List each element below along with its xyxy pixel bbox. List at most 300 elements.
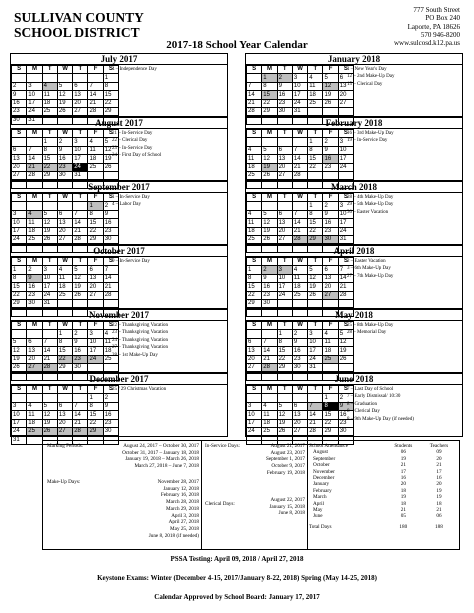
attendance-students: 21 [400, 507, 406, 514]
calendar-day: 8 [277, 338, 292, 346]
calendar-empty [277, 299, 292, 307]
calendar-empty [88, 363, 103, 371]
weekday-header: W [292, 386, 307, 394]
calendar-day: 5 [277, 402, 292, 410]
month-title: February 2018 [246, 118, 462, 129]
calendar-day: 2 [57, 138, 72, 146]
calendar-day: 12 [42, 219, 57, 227]
calendar-day: 8 [88, 210, 103, 218]
makeup-entry: June 8, 2018 (if needed) [148, 532, 199, 539]
board-approval: Calendar Approved by School Board: January 17, 2017 [154, 593, 320, 601]
attendance-header-cell: School Attendance [309, 443, 349, 449]
calendar-day: 3 [27, 82, 42, 90]
website-link[interactable]: www.sulcosd.k12.pa.us [393, 39, 460, 48]
month-title: December 2017 [11, 374, 227, 385]
calendar-day: 17 [277, 283, 292, 291]
month-note: 8 – 9th Make-Up Day (if needed) [347, 416, 414, 422]
calendar-day: 1 [88, 202, 103, 210]
attendance-students: 17 [400, 468, 406, 475]
calendar-day: 11 [262, 411, 277, 419]
calendar-day: 11 [247, 155, 262, 163]
calendar-day: 27 [73, 107, 88, 115]
calendar-day: 5 [308, 266, 323, 274]
calendar-day: 15 [323, 411, 338, 419]
calendar-day: 27 [277, 235, 292, 243]
calendar-day: 19 [262, 227, 277, 235]
calendar-day: 17 [292, 91, 307, 99]
weekday-header: F [323, 130, 338, 138]
calendar-day: 16 [338, 411, 353, 419]
calendar-day: 5 [73, 266, 88, 274]
calendar-empty [27, 394, 42, 402]
calendar-day: 13 [338, 82, 353, 90]
calendar-day: 8 [262, 82, 277, 90]
calendar-day: 9 [12, 91, 27, 99]
weekday-header: T [308, 66, 323, 74]
calendar-day: 18 [57, 283, 72, 291]
calendar-day: 11 [27, 411, 42, 419]
calendar-day: 8 [323, 402, 338, 410]
calendar-day: 28 [103, 291, 118, 299]
month-grid [246, 65, 354, 125]
makeup-entry: November 28, 2017 [157, 479, 199, 485]
month-note: 8 – Clerical Day [347, 409, 380, 415]
calendar-empty [323, 299, 338, 307]
calendar-day: 10 [277, 274, 292, 282]
calendar-day: 18 [308, 91, 323, 99]
calendar-column-right [245, 53, 463, 437]
makeup-entry: April 27, 2018 [168, 519, 199, 526]
weekday-header: F [88, 258, 103, 266]
weekday-header: M [262, 130, 277, 138]
calendar-day: 23 [73, 355, 88, 363]
calendar-day: 14 [308, 411, 323, 419]
month-title: November 2017 [11, 310, 227, 321]
calendar-day: 6 [323, 266, 338, 274]
calendar-day: 12 [42, 411, 57, 419]
calendar-empty [88, 299, 103, 307]
month-note: 7 – Early Dismissal/ 10:30 [347, 394, 401, 400]
calendar-empty [27, 330, 42, 338]
weekday-header: F [88, 66, 103, 74]
month-notes [347, 322, 462, 337]
calendar-day: 2 [338, 394, 353, 402]
month-block [245, 245, 463, 309]
attendance-teachers: 06 [436, 513, 442, 520]
calendar-day: 13 [73, 91, 88, 99]
month-notes [347, 130, 462, 145]
calendar-day: 2 [12, 82, 27, 90]
attendance-month: March [313, 494, 327, 501]
calendar-day: 20 [88, 283, 103, 291]
calendar-day: 14 [27, 155, 42, 163]
calendar-day: 10 [42, 274, 57, 282]
calendar-day: 28 [308, 427, 323, 435]
makeup-entry: May 25, 2018 [170, 525, 199, 532]
calendar-day: 11 [292, 274, 307, 282]
month-note: 27 – Thanksgiving Vacation [112, 345, 169, 351]
calendar-day: 26 [42, 235, 57, 243]
calendar-day: 2 [277, 74, 292, 82]
calendar-day: 29 [12, 299, 27, 307]
calendar-empty [12, 202, 27, 210]
weekday-header: T [308, 258, 323, 266]
calendar-day: 6 [57, 402, 72, 410]
weekday-header: M [27, 258, 42, 266]
calendar-day: 29 [308, 235, 323, 243]
calendar-day: 20 [57, 227, 72, 235]
calendar-day: 21 [338, 283, 353, 291]
page-title: 2017-18 School Year Calendar [166, 39, 308, 51]
calendar-day: 8 [42, 146, 57, 154]
month-grid [11, 65, 119, 125]
calendar-day: 17 [12, 227, 27, 235]
calendar-day: 2 [262, 266, 277, 274]
calendar-empty [247, 202, 262, 210]
calendar-day: 1 [57, 330, 72, 338]
month-grid [246, 129, 354, 189]
calendar-empty [308, 171, 323, 179]
calendar-day: 4 [57, 266, 72, 274]
calendar-day: 20 [292, 419, 307, 427]
calendar-day: 8 [88, 402, 103, 410]
calendar-day: 2 [323, 202, 338, 210]
clerical-entry: June 8, 2018 [278, 510, 305, 517]
attendance-students: 16 [400, 475, 406, 482]
calendar-empty [88, 74, 103, 82]
month-grid [11, 385, 119, 445]
calendar-day: 22 [57, 355, 72, 363]
calendar-day: 4 [262, 402, 277, 410]
calendar-day: 25 [42, 107, 57, 115]
calendar-day: 20 [73, 99, 88, 107]
calendar-day: 28 [292, 171, 307, 179]
calendar-empty [42, 330, 57, 338]
month-notes [112, 258, 227, 265]
calendar-day: 9 [103, 210, 118, 218]
attendance-students: 06 [400, 449, 406, 456]
month-notes [347, 194, 462, 216]
calendar-empty [277, 202, 292, 210]
calendar-day: 15 [262, 91, 277, 99]
calendar-day: 14 [338, 274, 353, 282]
calendar-empty [27, 138, 42, 146]
calendar-empty [57, 394, 72, 402]
calendar-empty [338, 299, 353, 307]
calendar-day: 17 [42, 283, 57, 291]
month-title: May 2018 [246, 310, 462, 321]
month-note: 16 – 3rd Make-Up Day [347, 131, 394, 136]
calendar-day: 18 [323, 347, 338, 355]
calendar-day: 3 [338, 138, 353, 146]
month-notes [347, 258, 462, 280]
calendar-empty [103, 171, 118, 179]
calendar-day: 14 [292, 219, 307, 227]
calendar-day: 31 [73, 171, 88, 179]
calendar-day: 13 [27, 347, 42, 355]
weekday-header: F [323, 258, 338, 266]
weekday-header: M [27, 194, 42, 202]
month-block [10, 245, 228, 309]
attendance-month: April [313, 500, 324, 507]
calendar-day: 16 [103, 411, 118, 419]
calendar-empty [247, 74, 262, 82]
calendar-day: 25 [247, 235, 262, 243]
calendar-day: 21 [73, 227, 88, 235]
calendar-day: 6 [73, 82, 88, 90]
calendar-day: 24 [292, 99, 307, 107]
divider [201, 441, 202, 549]
attendance-teachers: 09 [436, 449, 442, 456]
calendar-day: 10 [27, 91, 42, 99]
calendar-day: 20 [57, 419, 72, 427]
calendar-day: 1 [247, 266, 262, 274]
weekday-header: M [27, 130, 42, 138]
weekday-header: W [57, 194, 72, 202]
calendar-day: 14 [42, 347, 57, 355]
weekday-header: T [277, 322, 292, 330]
calendar-day: 12 [73, 274, 88, 282]
calendar-day: 14 [103, 274, 118, 282]
calendar-day: 19 [308, 283, 323, 291]
calendar-day: 26 [308, 291, 323, 299]
calendar-day: 30 [57, 171, 72, 179]
calendar-day: 31 [12, 436, 27, 444]
month-grid [11, 129, 119, 189]
calendar-empty [12, 138, 27, 146]
calendar-day: 28 [262, 363, 277, 371]
makeup-entry: February 16, 2018 [160, 492, 199, 499]
calendar-day: 23 [262, 291, 277, 299]
month-title: July 2017 [11, 54, 227, 65]
calendar-day: 26 [42, 427, 57, 435]
marking-entry: August 24, 2017 – October 30, 2017 [123, 443, 199, 449]
calendar-day: 12 [57, 91, 72, 99]
attendance-total-label: Total Days [309, 523, 332, 530]
calendar-day: 7 [73, 402, 88, 410]
weekday-header: W [57, 322, 72, 330]
month-grid [11, 193, 119, 253]
calendar-empty [73, 202, 88, 210]
calendar-day: 18 [27, 419, 42, 427]
attendance-month: February [313, 487, 332, 494]
calendar-day: 12 [323, 82, 338, 90]
month-note: 27 – 7th Make-Up Day [347, 273, 394, 279]
calendar-day: 15 [277, 347, 292, 355]
weekday-header: T [308, 194, 323, 202]
weekday-header: T [277, 66, 292, 74]
calendar-day: 28 [27, 171, 42, 179]
calendar-day: 26 [262, 171, 277, 179]
weekday-header: W [57, 386, 72, 394]
calendar-day: 17 [12, 419, 27, 427]
calendar-day: 23 [338, 419, 353, 427]
calendar-day: 28 [338, 291, 353, 299]
month-block [10, 373, 228, 443]
calendar-empty [277, 394, 292, 402]
calendar-day: 10 [338, 146, 353, 154]
weekday-header: S [247, 194, 262, 202]
calendar-day: 9 [73, 338, 88, 346]
calendar-day: 28 [292, 235, 307, 243]
calendar-day: 22 [88, 227, 103, 235]
attendance-month: December [313, 475, 335, 482]
calendar-day: 24 [12, 427, 27, 435]
calendar-day: 23 [292, 355, 307, 363]
calendar-day: 29 [88, 427, 103, 435]
calendar-day: 26 [57, 107, 72, 115]
calendar-day: 6 [57, 210, 72, 218]
attendance-students: 19 [400, 455, 406, 462]
weekday-header: S [12, 130, 27, 138]
calendar-day: 2 [323, 138, 338, 146]
calendar-day: 26 [262, 235, 277, 243]
month-notes [347, 66, 462, 88]
address-line: PO Box 240 [425, 14, 460, 23]
calendar-day: 5 [42, 402, 57, 410]
attendance-month: January [313, 481, 330, 488]
calendar-day: 22 [308, 163, 323, 171]
calendar-day: 3 [247, 402, 262, 410]
month-note: 24 – Thanksgiving Vacation [112, 337, 169, 343]
calendar-empty [292, 138, 307, 146]
calendar-day: 5 [103, 138, 118, 146]
month-grid [246, 193, 354, 253]
pssa-testing: PSSA Testing: April 09, 2018 / April 27, 2018 [170, 555, 304, 563]
weekday-header: W [57, 130, 72, 138]
calendar-empty [42, 394, 57, 402]
calendar-day: 30 [323, 235, 338, 243]
calendar-day: 21 [308, 419, 323, 427]
weekday-header: T [73, 130, 88, 138]
calendar-day: 25 [323, 355, 338, 363]
calendar-empty [103, 363, 118, 371]
calendar-day: 3 [73, 138, 88, 146]
calendar-empty [57, 74, 72, 82]
calendar-empty [292, 202, 307, 210]
calendar-day: 24 [277, 291, 292, 299]
calendar-column-left [10, 53, 228, 443]
weekday-header: S [338, 386, 353, 394]
calendar-empty [292, 394, 307, 402]
calendar-day: 13 [277, 155, 292, 163]
calendar-day: 10 [292, 82, 307, 90]
weekday-header: T [73, 322, 88, 330]
calendar-day: 3 [308, 330, 323, 338]
attendance-teachers: 21 [436, 507, 442, 514]
calendar-day: 23 [323, 163, 338, 171]
calendar-day: 4 [292, 266, 307, 274]
month-note: 4 – Independence Day [112, 67, 157, 72]
month-block [245, 373, 463, 437]
calendar-day: 27 [88, 291, 103, 299]
calendar-day: 8 [103, 82, 118, 90]
calendar-day: 15 [88, 411, 103, 419]
attendance-teachers: 20 [436, 481, 442, 488]
calendar-empty [323, 363, 338, 371]
weekday-header: S [338, 258, 353, 266]
calendar-day: 28 [73, 427, 88, 435]
calendar-day: 30 [103, 427, 118, 435]
calendar-day: 14 [73, 411, 88, 419]
calendar-day: 31 [338, 235, 353, 243]
calendar-day: 11 [103, 338, 118, 346]
calendar-day: 5 [42, 210, 57, 218]
calendar-day: 20 [338, 91, 353, 99]
calendar-empty [57, 299, 72, 307]
calendar-day: 12 [12, 347, 27, 355]
calendar-day: 19 [323, 91, 338, 99]
month-block [245, 309, 463, 373]
weekday-header: S [103, 386, 118, 394]
calendar-day: 26 [73, 291, 88, 299]
attendance-total [309, 520, 457, 530]
weekday-header: S [338, 322, 353, 330]
calendar-day: 27 [338, 99, 353, 107]
calendar-day: 25 [103, 355, 118, 363]
month-note: 23 – Thanksgiving Vacation [112, 330, 169, 336]
district-line2: SCHOOL DISTRICT [14, 25, 140, 40]
attendance-teachers: 19 [436, 487, 442, 494]
weekday-header: F [323, 66, 338, 74]
attendance-total-students: 180 [399, 523, 408, 530]
calendar-day: 3 [277, 266, 292, 274]
calendar-day: 1 [262, 74, 277, 82]
weekday-header: M [262, 322, 277, 330]
calendar-day: 21 [262, 355, 277, 363]
calendar-day: 17 [308, 347, 323, 355]
calendar-day: 24 [27, 107, 42, 115]
weekday-header: T [73, 194, 88, 202]
keystone-exams: Keystone Exams: Winter (December 4-15, 2017/January 8-22, 2018) Spring (May 14-25, 2018) [97, 574, 377, 582]
calendar-day: 20 [247, 355, 262, 363]
calendar-day: 23 [103, 419, 118, 427]
month-note: 9 – In-Service Day [112, 259, 150, 264]
calendar-day: 10 [12, 219, 27, 227]
attendance-teachers: 21 [436, 462, 442, 469]
calendar-day: 17 [338, 155, 353, 163]
calendar-day: 31 [42, 299, 57, 307]
calendar-day: 4 [27, 210, 42, 218]
weekday-header: S [247, 322, 262, 330]
calendar-empty [308, 299, 323, 307]
weekday-header: W [292, 130, 307, 138]
calendar-day: 7 [247, 82, 262, 90]
calendar-day: 16 [277, 91, 292, 99]
calendar-day: 6 [12, 146, 27, 154]
calendar-day: 27 [292, 427, 307, 435]
calendar-day: 14 [88, 91, 103, 99]
month-notes [112, 194, 227, 209]
calendar-empty [27, 436, 42, 444]
calendar-empty [42, 74, 57, 82]
calendar-day: 13 [277, 219, 292, 227]
calendar-day: 2 [103, 202, 118, 210]
attendance-month: May [313, 507, 323, 514]
calendar-day: 31 [292, 107, 307, 115]
calendar-empty [27, 74, 42, 82]
attendance-students: 18 [400, 500, 406, 507]
calendar-day: 16 [73, 347, 88, 355]
marking-entry: October 31, 2017 – January 18, 2018 [122, 449, 199, 456]
calendar-day: 27 [12, 171, 27, 179]
calendar-day: 8 [57, 338, 72, 346]
calendar-day: 8 [308, 210, 323, 218]
weekday-header: T [42, 386, 57, 394]
calendar-empty [247, 330, 262, 338]
calendar-day: 21 [247, 99, 262, 107]
calendar-day: 17 [247, 419, 262, 427]
